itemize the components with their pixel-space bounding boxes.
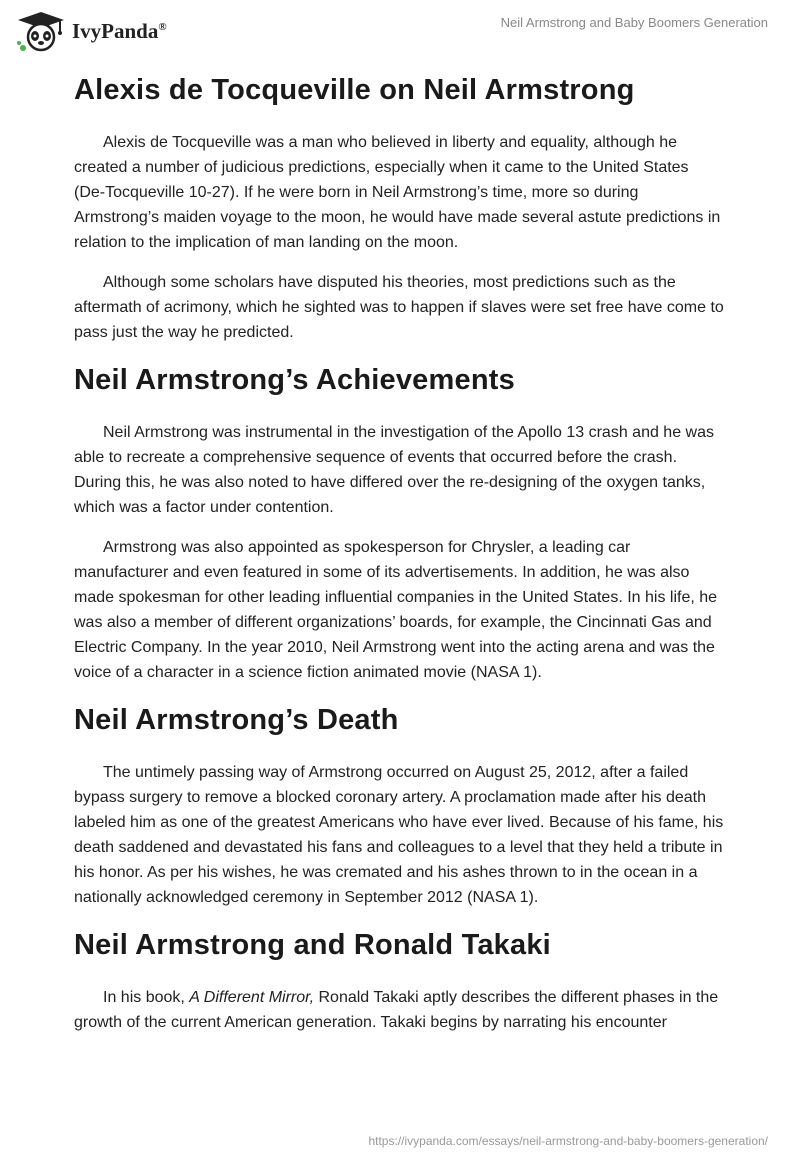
- section-achievements: [74, 360, 724, 685]
- paragraph: Armstrong was also appointed as spokesperson for Chrysler, a leading car manufacturer and even featured in some of its advertisements. In addition, he was also made spokesman for other leading influential companies in the United States. In his life, he was also a member of different organizations’ boards, for example, the Cincinnati Gas and Electric Company. In the year 2010, Neil Armstrong went into the acting arena and was the voice of a character in a science fiction animated movie (NASA 1).: [74, 539, 718, 681]
- paragraph: The untimely passing way of Armstrong occurred on August 25, 2012, after a failed bypass surgery to remove a blocked coronary artery. A proclamation made after his death labeled him as one of the greatest Americans who have ever lived. Because of his fame, his death saddened and devastated his fans and colleagues to a level that they held a tribute in his honor. As per his wishes, he was cremated and his ashes thrown to in the ocean in a nationally acknowledged ceremony in September 2012 (NASA 1).: [74, 764, 724, 906]
- article-body: [74, 70, 724, 1050]
- section-death: [74, 700, 724, 910]
- section-heading: Neil Armstrong and Ronald Takaki: [74, 929, 551, 961]
- panda-graduation-cap-icon: [14, 10, 68, 52]
- paragraph: Although some scholars have disputed his theories, most predictions such as the aftermath of acrimony, which he sighted was to happen if slaves were set free have come to pass just the way he predicted.: [74, 274, 724, 341]
- paragraph: In his book, A Different Mirror, Ronald Takaki aptly describes the different phases in the growth of the current American generation. Takaki begins by narrating his encounter: [74, 989, 719, 1031]
- book-title: A Different Mirror,: [189, 989, 315, 1006]
- ivypanda-logo[interactable]: [14, 10, 167, 52]
- section-takaki: [74, 925, 724, 1035]
- section-heading: Alexis de Tocqueville on Neil Armstrong: [74, 74, 635, 106]
- section-tocqueville: [74, 70, 724, 345]
- section-heading: Neil Armstrong’s Achievements: [74, 364, 515, 396]
- paragraph: Neil Armstrong was instrumental in the investigation of the Apollo 13 crash and he was able to recreate a comprehensive sequence of events that occurred before the crash. During this, he was also noted to have differed over the re-designing of the oxygen tanks, which was a factor under contention.: [74, 424, 714, 516]
- brand-name: IvyPanda®: [72, 18, 167, 43]
- source-url[interactable]: https://ivypanda.com/essays/neil-armstrong-and-baby-boomers-generation/: [368, 1134, 768, 1148]
- page-header: [0, 0, 800, 60]
- section-heading: Neil Armstrong’s Death: [74, 704, 399, 736]
- paragraph: Alexis de Tocqueville was a man who believed in liberty and equality, although he created a number of judicious predictions, especially when it came to the United States (De-Tocqueville 10-27). If he were born in Neil Armstrong’s time, more so during Armstrong’s maiden voyage to the moon, he would have made several astute predictions in relation to the implication of man landing on the moon.: [74, 134, 721, 251]
- document-title: Neil Armstrong and Baby Boomers Generation: [500, 15, 768, 30]
